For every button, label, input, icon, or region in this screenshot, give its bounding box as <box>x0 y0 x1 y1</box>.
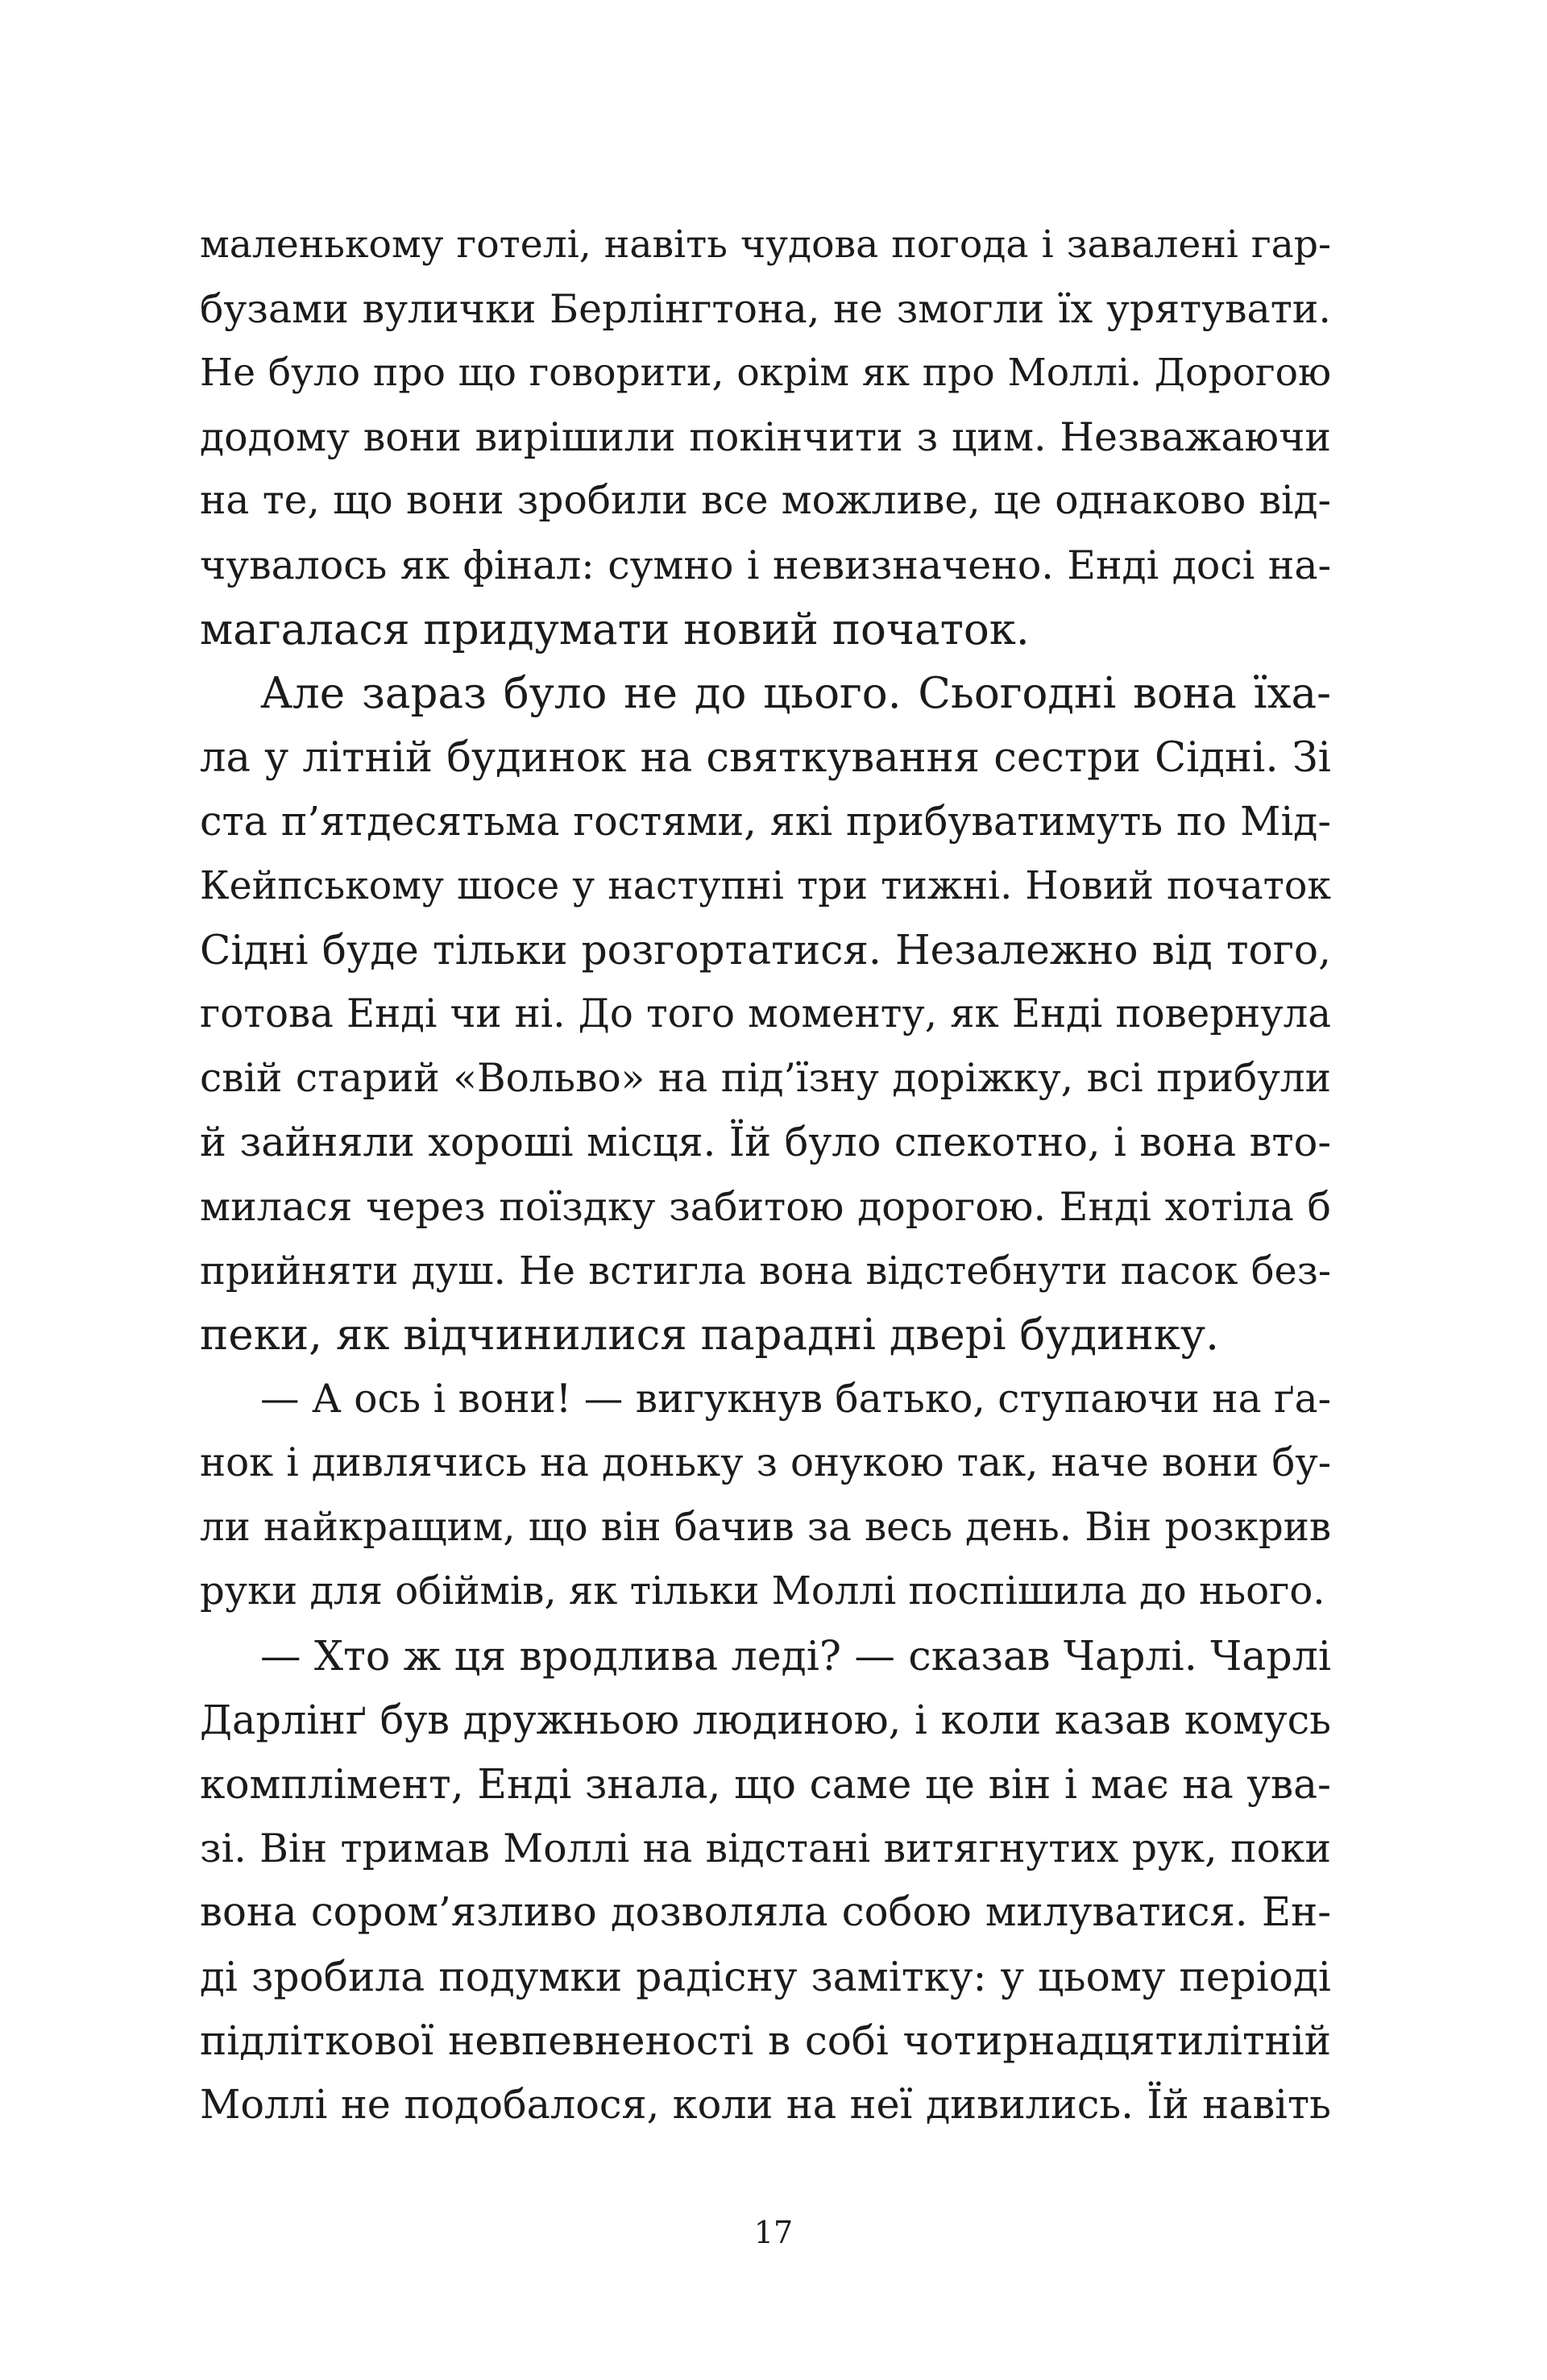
text-line: Кейпському шосе у наступні три тижні. Новий початок <box>200 863 1331 908</box>
text-line: магалася придумати новий початок. <box>200 604 1030 654</box>
text-line: й зайняли хороші місця. Їй було спекотно, і вона вто- <box>200 1119 1331 1166</box>
text-line: — А ось і вони! — вигукнув батько, ступаючи на ґа- <box>260 1376 1331 1422</box>
text-line: — Хто ж ця вродлива леді? — сказав Чарлі. Чарлі <box>260 1632 1331 1680</box>
text-line: підліткової невпевненості в собі чотирнадцятилітній <box>200 2017 1331 2064</box>
text-line: Не було про що говорити, окрім як про Моллі. Дорогою <box>200 351 1331 396</box>
text-line: бузами вулички Берлінгтона, не змогли їх урятувати. <box>200 285 1331 332</box>
text-line: Дарлінґ був дружньою людиною, і коли казав комусь <box>200 1696 1331 1743</box>
text-line: вона сором’язливо дозволяла собою милуватися. Ен- <box>200 1888 1331 1936</box>
text-line: Але зараз було не до цього. Сьогодні вона їха- <box>260 669 1331 719</box>
text-line: ли найкращим, що він бачив за весь день. Він розкрив <box>200 1504 1331 1550</box>
page-number: 17 <box>753 2215 794 2250</box>
text-line: ста п’ятдесятьма гостями, які прибуватимуть по Мід- <box>200 798 1331 845</box>
text-line: свій старий «Вольво» на під’їзну доріжку, всі прибули <box>200 1055 1331 1101</box>
text-line: чувалось як фінал: сумно і невизначено. Енді досі на- <box>200 542 1331 588</box>
text-line: Сідні буде тільки розгортатися. Незалежно від того, <box>200 926 1331 974</box>
text-line: руки для обіймів, як тільки Моллі поспішила до нього. <box>200 1568 1325 1614</box>
text-line: комплімент, Енді знала, що саме це він і має на ува- <box>200 1760 1331 1809</box>
text-line: на те, що вони зробили все можливе, це однаково від- <box>200 478 1331 524</box>
text-line: зі. Він тримав Моллі на відстані витягнутих рук, поки <box>200 1825 1331 1871</box>
text-line: додому вони вирішили покінчити з цим. Незважаючи <box>200 413 1331 460</box>
text-line: маленькому готелі, навіть чудова погода і завалені гар- <box>200 222 1331 267</box>
text-line: ла у літній будинок на святкування сестри Сідні. Зі <box>200 733 1331 782</box>
text-line: пеки, як відчинилися парадні двері будинку. <box>200 1310 1219 1360</box>
text-line: готова Енді чи ні. До того моменту, як Енді повернула <box>200 991 1331 1037</box>
text-line: прийняти душ. Не встигла вона відстебнути пасок без- <box>200 1248 1331 1294</box>
text-line: милася через поїздку забитою дорогою. Енді хотіла б <box>200 1183 1331 1230</box>
body-text <box>200 213 1331 2137</box>
text-line: ді зробила подумки радісну замітку: у цьому періоді <box>200 1953 1331 2001</box>
text-line: нок і дивлячись на доньку з онукою так, наче вони бу- <box>200 1440 1331 1486</box>
text-line: Моллі не подобалося, коли на неї дивились. Їй навіть <box>200 2081 1331 2129</box>
